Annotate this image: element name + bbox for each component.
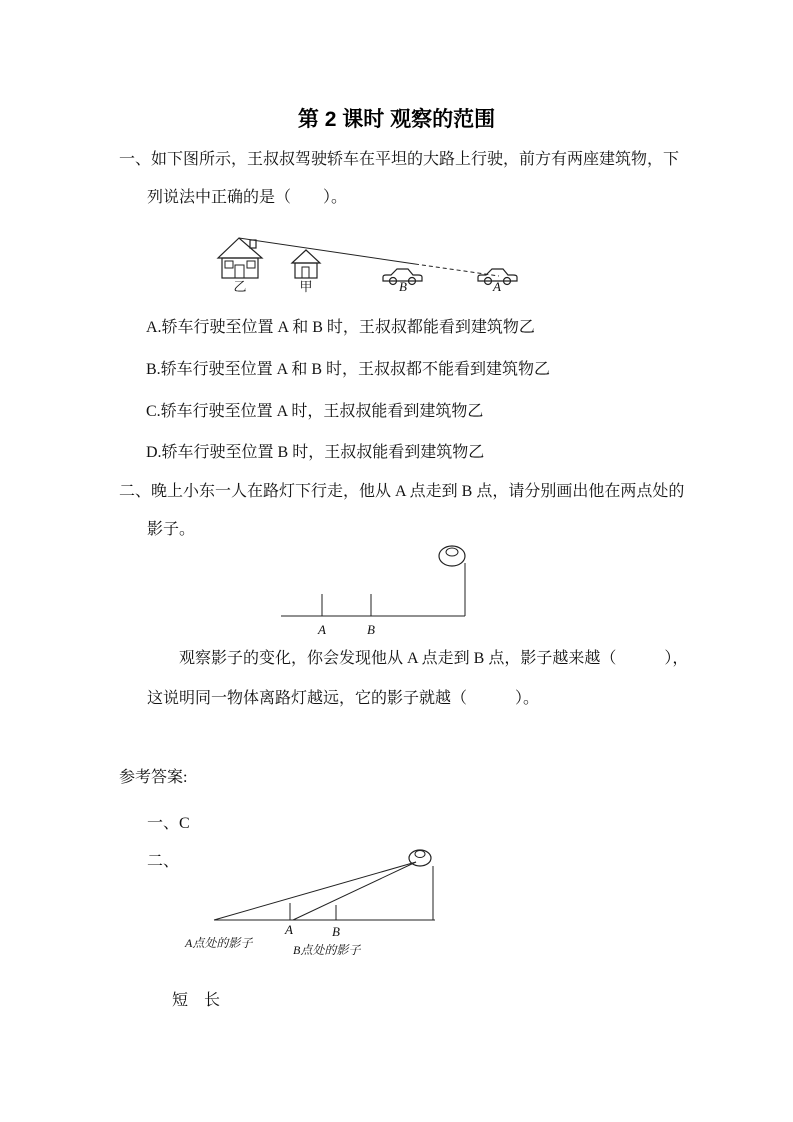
label-pos-b: B <box>332 924 340 939</box>
door <box>235 265 244 278</box>
house-body <box>295 263 317 278</box>
house-jia-icon <box>292 250 320 278</box>
chimney <box>250 240 256 248</box>
label-building-yi: 乙 <box>233 279 247 294</box>
lamp-cap <box>415 851 425 858</box>
label-shadow-b: B点处的影子 <box>293 943 361 957</box>
q2-para-line2: 这说明同一物体离路灯越远，它的影子就越（ ）。 <box>147 690 540 707</box>
house-yi-icon <box>218 238 262 278</box>
label-building-jia: 甲 <box>299 279 313 294</box>
label-pos-b: B <box>399 279 407 294</box>
label-shadow-a: A点处的影子 <box>185 936 253 950</box>
q1-option-b: B.轿车行驶至位置 A 和 B 时，王叔叔都不能看到建筑物乙 <box>146 361 551 378</box>
label-pos-a: A <box>285 922 293 937</box>
q1-text-line1: 一、如下图所示，王叔叔驾驶轿车在平坦的大路上行驶，前方有两座建筑物，下 <box>119 151 680 168</box>
q2-text-line1: 二、晚上小东一人在路灯下行走，他从 A 点走到 B 点，请分别画出他在两点处的 <box>119 483 685 500</box>
sight-line-solid <box>239 238 415 264</box>
answer-diagram <box>181 843 443 963</box>
q2-text-line2: 影子。 <box>147 521 196 538</box>
q1-option-a: A.轿车行驶至位置 A 和 B 时，王叔叔都能看到建筑物乙 <box>146 319 535 336</box>
window <box>225 261 233 268</box>
q1-option-c: C.轿车行驶至位置 A 时，王叔叔能看到建筑物乙 <box>146 403 484 420</box>
street-lamp-icon <box>409 850 433 920</box>
page-title: 第 2 课时 观察的范围 <box>297 108 496 131</box>
answer-2-text: 短 长 <box>172 992 221 1009</box>
q1-diagram <box>212 227 557 299</box>
q1-text-line2: 列说法中正确的是（ ）。 <box>147 189 348 206</box>
q1-option-d: D.轿车行驶至位置 B 时，王叔叔能看到建筑物乙 <box>146 444 485 461</box>
label-pos-a: A <box>493 279 501 294</box>
answer-2-label: 二、 <box>147 853 180 870</box>
sight-line-dashed <box>415 264 499 276</box>
answer-1: 一、C <box>147 815 190 832</box>
answers-header: 参考答案: <box>119 769 188 786</box>
lamp-cap <box>446 548 458 556</box>
sight-ray-b <box>293 862 416 920</box>
window <box>247 261 255 268</box>
sight-ray-a <box>214 862 416 920</box>
roof <box>292 250 320 263</box>
label-pos-a: A <box>318 622 326 637</box>
q2-para-line1: 观察影子的变化，你会发现他从 A 点走到 B 点，影子越来越（ ）， <box>179 650 689 667</box>
q2-diagram <box>277 541 477 641</box>
door <box>302 267 309 278</box>
label-pos-b: B <box>367 622 375 637</box>
street-lamp-icon <box>439 546 465 616</box>
